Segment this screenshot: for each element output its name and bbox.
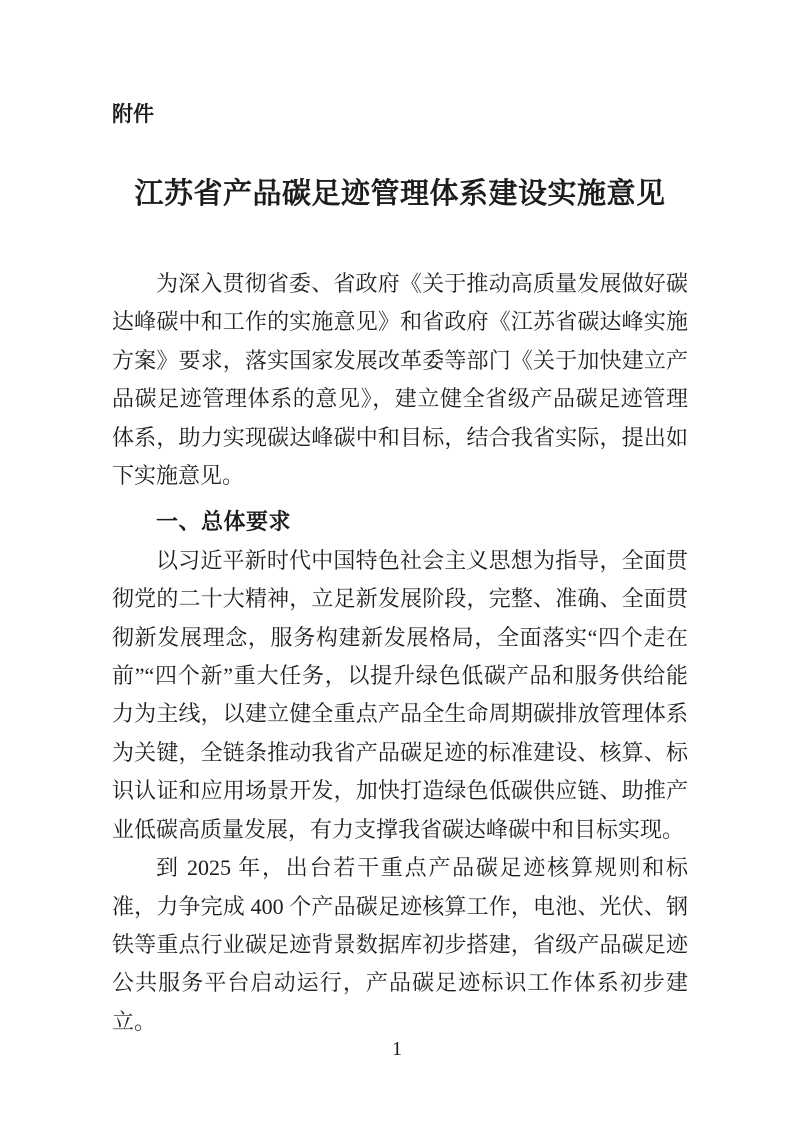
paragraph-2025-goals: 到 2025 年，出台若干重点产品碳足迹核算规则和标准，力争完成 400 个产品碳足迹核算工作，电池、光伏、钢铁等重点行业碳足迹背景数据库初步搭建，省级产品碳足迹公共服务平台启动运行，产品碳足迹标识工作体系初步建立。 — [112, 855, 688, 1034]
document-title: 江苏省产品碳足迹管理体系建设实施意见 — [134, 178, 666, 210]
attachment-label: 附件 — [112, 103, 154, 126]
section-heading-overall-requirements: 一、总体要求 — [156, 509, 292, 535]
page-number: 1 — [392, 1038, 402, 1060]
paragraph-intro: 为深入贯彻省委、省政府《关于推动高质量发展做好碳达峰碳中和工作的实施意见》和省政府《江苏省碳达峰实施方案》要求，落实国家发展改革委等部门《关于加快建立产品碳足迹管理体系的意见》，建立健全省级产品碳足迹管理体系，助力实现碳达峰碳中和目标，结合我省实际，提出如下实施意见。 — [112, 271, 688, 489]
paragraph-guiding-ideology: 以习近平新时代中国特色社会主义思想为指导，全面贯彻党的二十大精神，立足新发展阶段，完整、准确、全面贯彻新发展理念，服务构建新发展格局，全面落实“四个走在前”“四个新”重大任务，以提升绿色低碳产品和服务供给能力为主线，以建立健全重点产品全生命周期碳排放管理体系为关键，全链条推动我省产品碳足迹的标准建设、核算、标识认证和应用场景开发，加快打造绿色低碳供应链、助推产业低碳高质量发展，有力支撑我省碳达峰碳中和目标实现。 — [112, 547, 688, 842]
